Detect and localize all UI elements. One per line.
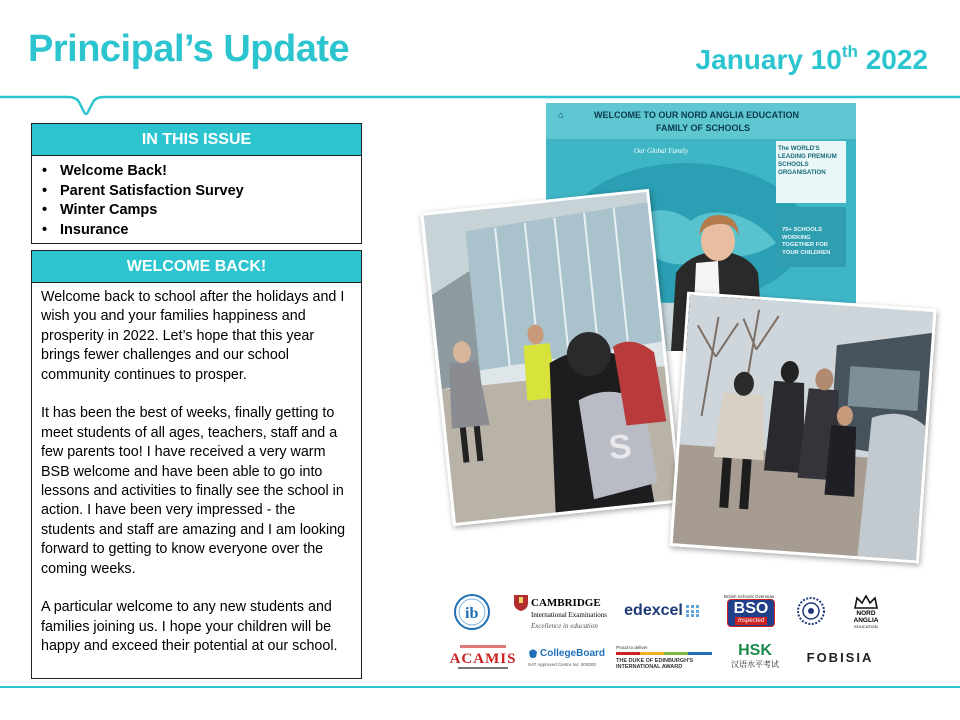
bso-top-text: British Schools Overseas [724,593,775,599]
issue-item[interactable] [42,221,361,241]
welcome-paragraph: It has been the best of weeks, finally getting to meet students of all ages, teachers, staff and a few parents too! I have received a very warm BSB welcome and have been able to go into lessons and activities to finally see the school in action. I have been very impressed - the students and staff are amazing and I am looking forward to getting to know everyone over the coming weeks. [41,405,346,577]
students-walking-image [672,295,936,564]
in-this-issue-heading: IN THIS ISSUE [32,124,361,156]
school-entrance-image [423,192,681,527]
dofe-line2: INTERNATIONAL AWARD [616,663,683,670]
dofe-stripes-icon [616,650,712,658]
nord-anglia-logo [842,590,890,632]
date-year: 2022 [857,44,928,75]
acorn-icon [528,647,538,659]
acamis-underline-icon [458,667,508,671]
in-this-issue-box [31,123,362,244]
edexcel-dots-icon [686,605,700,617]
nord-anglia-line3: EDUCATION [854,623,878,629]
bullet-icon: • [42,182,48,199]
cambridge-tagline: Excellence in education [531,621,598,630]
acamis-logo [449,638,517,674]
issue-item-label: Winter Camps [60,202,158,218]
cambridge-subtitle: International Examinations [531,610,608,619]
welcome-back-heading: WELCOME BACK! [32,251,361,283]
nord-anglia-line1: NORD [856,609,876,617]
issue-item[interactable] [42,182,361,202]
footer-divider [0,686,960,688]
welcome-paragraph: A particular welcome to any new students and families joining us. I hope your children will be happy and exceed their potential at our school. [41,599,338,655]
svg-text:ib: ib [465,605,479,622]
edexcel-text: edexcel [624,602,683,619]
seal-logo [794,594,828,628]
collegeboard-logo [528,640,606,674]
accreditation-logos [448,588,888,680]
issue-item-label: Insurance [60,221,129,238]
crown-icon [853,594,879,610]
dofe-line1: THE DUKE OF EDINBURGH'S [616,657,694,664]
banner-title-line2: FAMILY OF SCHOOLS [656,123,751,133]
acamis-chinese-text-icon [456,641,510,651]
fobisia-text: FOBISIA [806,649,874,665]
page-title: Principal’s Update [28,28,350,70]
hsk-text: HSK [738,642,772,659]
banner-tagline: Our Global Family [634,147,689,155]
banner-panel-text: The WORLD'S LEADING PREMIUM SCHOOLS ORGANISATION [778,145,837,176]
welcome-back-box [31,250,362,679]
collegeboard-text: CollegeBoard [540,647,606,659]
bullet-icon: • [42,221,48,238]
issue-item-label: Parent Satisfaction Survey [60,182,244,199]
banner-schools-text: 70+ SCHOOLS WORKING TOGETHER FOR YOUR CHILDREN [782,227,831,256]
ib-icon [453,593,491,631]
cambridge-title: CAMBRIDGE [531,596,601,609]
cambridge-shield-icon [514,595,528,611]
collegeboard-subtext: SAT Approved Centre No: 000000 [528,662,596,667]
nord-anglia-line2: ANGLIA [853,616,879,624]
issue-list [32,156,361,240]
seal-icon [796,596,826,626]
dofe-top-text: Proud to deliver [616,644,648,650]
bso-logo [720,590,782,630]
svg-text:⌂: ⌂ [558,110,564,120]
ib-logo [452,592,492,632]
bso-inspected-text: Inspected [735,617,767,625]
date-suffix: th [841,42,858,61]
welcome-back-body [32,283,361,657]
dofe-logo [616,640,714,674]
issue-item[interactable] [42,201,361,221]
issue-item-label: Welcome Back! [60,163,167,179]
svg-text:S: S [606,427,634,468]
banner-title-line1: WELCOME TO OUR NORD ANGLIA EDUCATION [594,110,799,120]
issue-item[interactable] [42,162,361,182]
bso-text: BSO [733,599,769,617]
issue-date [696,42,928,76]
acamis-text: ACAMIS [449,651,517,667]
date-main: January 10 [695,44,842,75]
cambridge-logo [514,594,608,630]
hsk-logo [726,638,784,674]
bullet-icon: • [42,163,48,179]
photo-students-walking [669,292,936,564]
hsk-subtext: 汉语水平考试 [731,660,779,669]
photo-school-entrance [420,189,682,526]
edexcel-logo [618,598,706,624]
bullet-icon: • [42,202,48,218]
welcome-paragraph: Welcome back to school after the holidays and I wish you and your families happiness and prosperity in 2022. Let’s hope that this year brings fewer challenges and our school community continues to prosper. [41,289,345,383]
fobisia-logo [794,646,886,668]
